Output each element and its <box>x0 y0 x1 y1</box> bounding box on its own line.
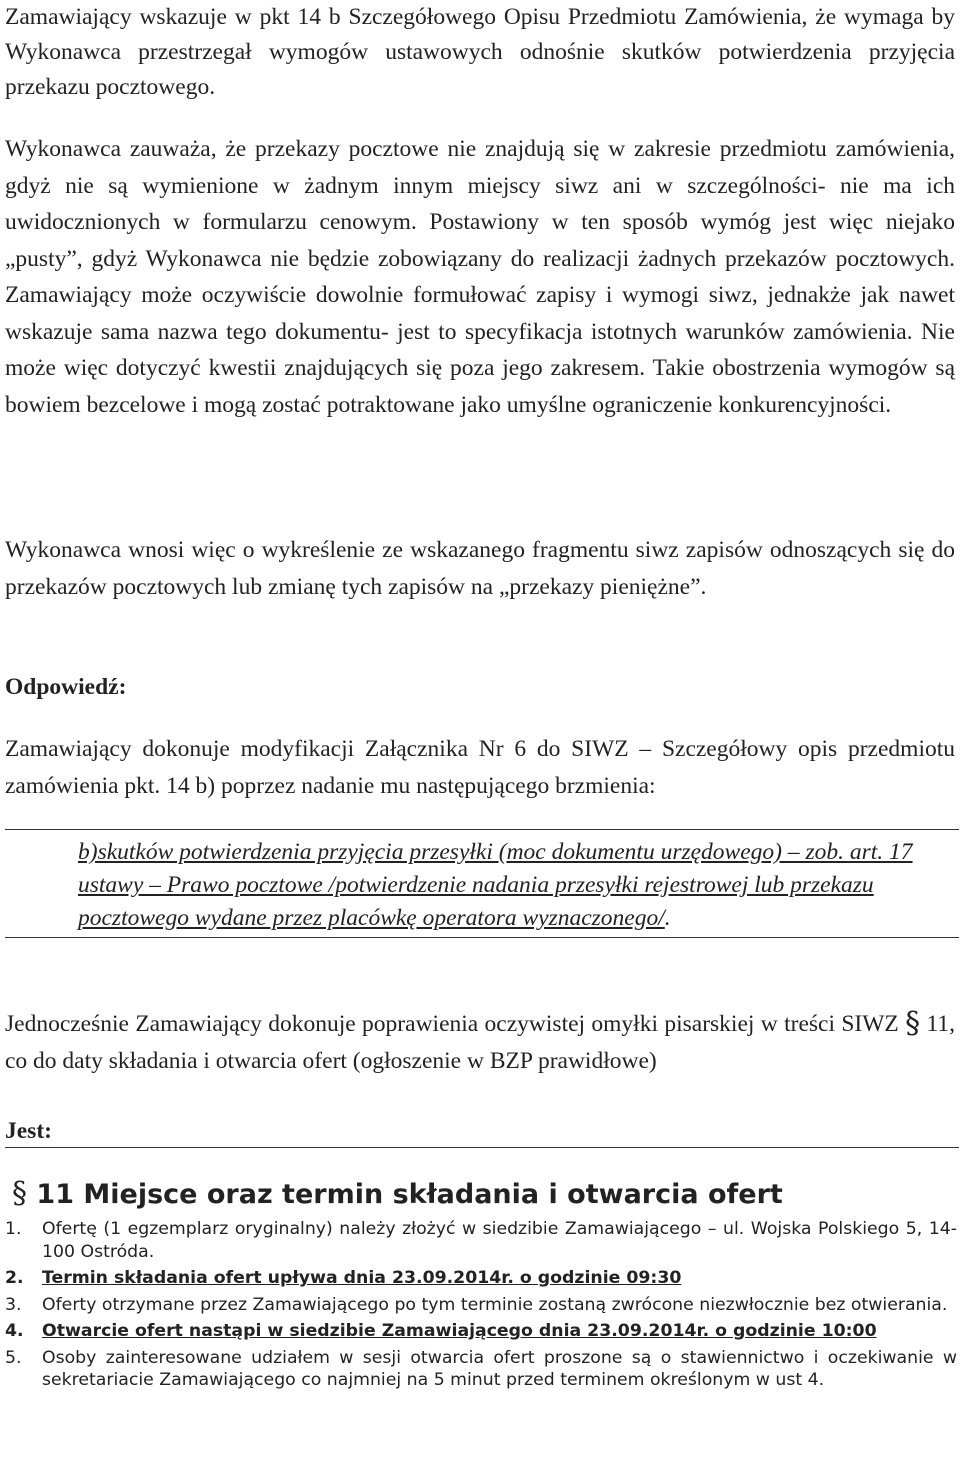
section-title-text: 11 Miejsce oraz termin składania i otwarcia ofert <box>36 1179 783 1210</box>
correction-text-end: 11, co do daty składania i otwarcia ofert (ogłoszenie w BZP prawidłowe) <box>5 1011 955 1074</box>
list-item-text: Osoby zainteresowane udziałem w sesji otwarcia ofert proszone są o stawiennictwo i oczekiwanie w sekretariacie Zamawiającego co najmniej na 5 minut przed terminem określonym w ust 4. <box>42 1347 957 1390</box>
list-item-number: 3. <box>5 1294 22 1315</box>
jest-divider <box>5 1147 959 1148</box>
list-item-number: 1. <box>5 1219 22 1239</box>
section-symbol-icon: § <box>12 1176 27 1211</box>
paragraph-modification: Zamawiający dokonuje modyfikacji Załącznika Nr 6 do SIWZ – Szczegółowy opis przedmiotu zamówienia pkt. 14 b) poprzez nadanie mu następującego brzmienia: <box>5 736 955 799</box>
paragraph-contractor-request: Wykonawca wnosi więc o wykreślenie ze wskazanego fragmentu siwz zapisów odnoszących się do przekazów pocztowych lub zmianę tych zapisów na „przekazy pieniężne”. <box>5 537 955 600</box>
modified-clause-text: b)skutków potwierdzenia przyjęcia przesyłki (moc dokumentu urzędowego) – zob. art. 17 ustawy – Prawo pocztowe /potwierdzenie nadania przesyłki rejestrowej lub przekazu pocztowego wydane przez placówkę operatora wyznaczonego/ <box>78 839 913 931</box>
terms-list <box>0 1218 957 1396</box>
list-item-text: Otwarcie ofert nastąpi w siedzibie Zamawiającego dnia 23.09.2014r. o godzinie 10:00 <box>42 1321 877 1341</box>
modified-clause-end: . <box>664 905 671 931</box>
list-item-number: 5. <box>5 1347 22 1368</box>
list-item <box>0 1294 957 1317</box>
jest-label: Jest: <box>5 1118 52 1144</box>
list-item-number: 4. <box>5 1321 24 1341</box>
paragraph-requirement: Zamawiający wskazuje w pkt 14 b Szczegółowego Opisu Przedmiotu Zamówienia, że wymaga by Wykonawca przestrzegał wymogów ustawowych odnośnie skutków potwierdzenia przyjęcia przekazu pocztowego. <box>5 4 955 100</box>
quote-top-divider <box>5 829 959 830</box>
paragraph-contractor-argument: Wykonawca zauważa, że przekazy pocztowe nie znajdują się w zakresie przedmiotu zamówienia, gdyż nie są wymienione w żadnym innym miejscy siwz ani w szczególności- nie ma ich uwidocznionych w formularzu cenowym. Postawiony w ten sposób wymóg jest więc niejako „pusty”, gdyż Wykonawca nie będzie zobowiązany do realizacji żadnych przekazów pocztowych. Zamawiający może oczywiście dowolnie formułować zapisy i wymogi siwz, jednakże jak nawet wskazuje sama nazwa tego dokumentu- jest to specyfikacja istotnych warunków zamówienia. Nie może więc dotyczyć kwestii znajdujących się poza jego zakresem. Takie obostrzenia wymogów są bowiem bezcelowe i mogą zostać potraktowane jako umyślne ograniczenie konkurencyjności. <box>5 136 955 418</box>
list-item <box>0 1267 957 1290</box>
modified-clause-quote <box>78 836 958 935</box>
answer-heading: Odpowiedź: <box>5 674 127 700</box>
list-item <box>0 1218 957 1263</box>
list-item <box>0 1347 957 1392</box>
section-symbol-icon: § <box>905 1006 921 1041</box>
list-item-text: Ofertę (1 egzemplarz oryginalny) należy złożyć w siedzibie Zamawiającego – ul. Wojska Polskiego 5, 14-100 Ostróda. <box>42 1219 957 1262</box>
correction-text-start: Jednocześnie Zamawiający dokonuje poprawienia oczywistej omyłki pisarskiej w treści SIWZ <box>5 1011 899 1037</box>
list-item-text: Oferty otrzymane przez Zamawiającego po tym terminie zostaną zwrócone niezwłocznie bez otwierania. <box>42 1294 948 1315</box>
list-item-number: 2. <box>5 1268 24 1288</box>
section-title <box>12 1174 783 1215</box>
quote-bottom-divider <box>5 937 959 938</box>
paragraph-correction <box>5 1006 955 1079</box>
list-item <box>0 1320 957 1343</box>
list-item-text: Termin składania ofert upływa dnia 23.09.2014r. o godzinie 09:30 <box>42 1268 682 1288</box>
